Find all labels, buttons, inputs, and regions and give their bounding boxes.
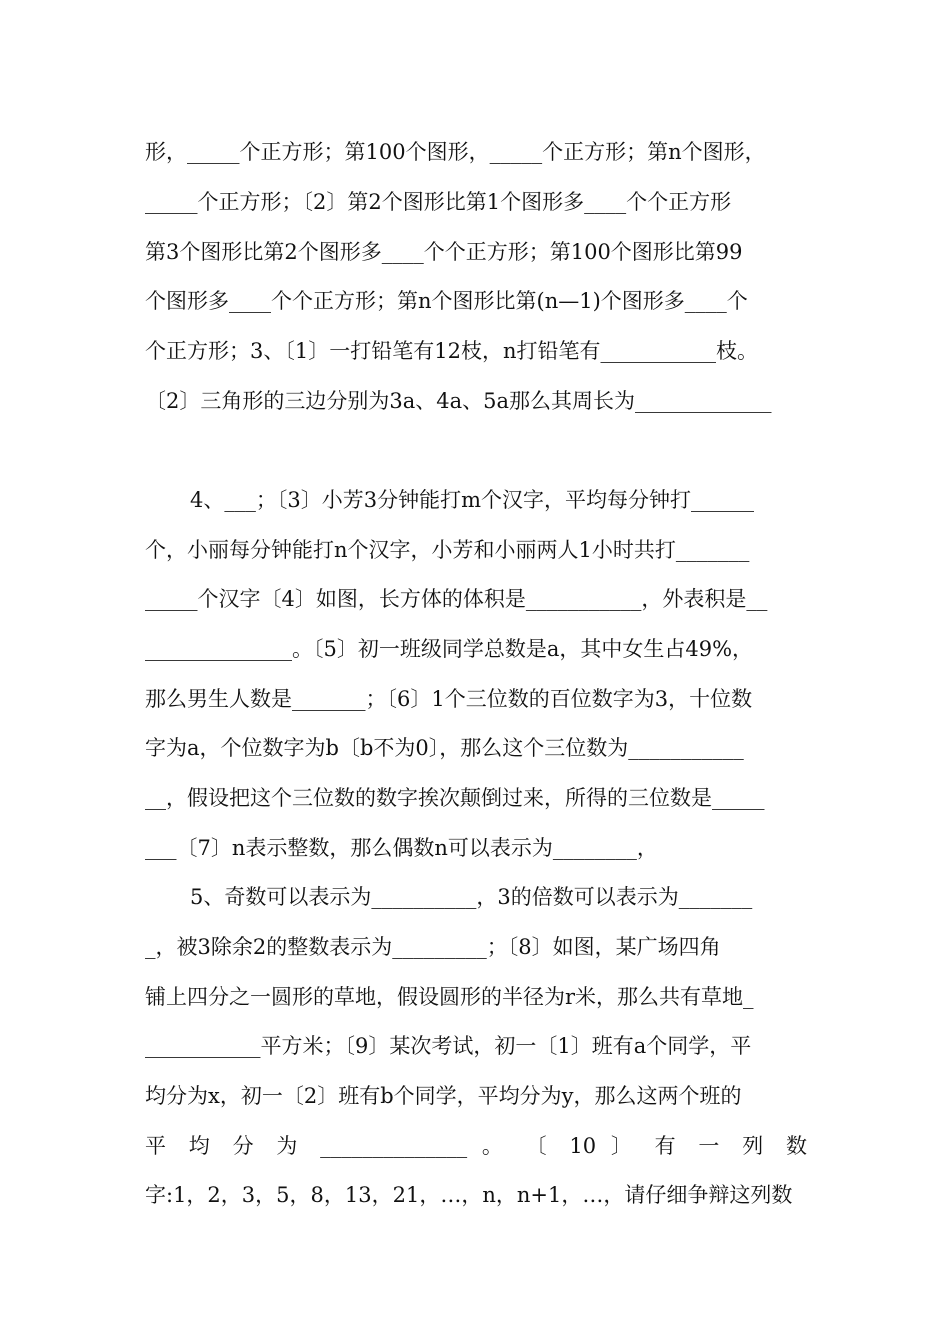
text-line-20: 平 均 分 为 ______________ 。 〔 10 〕 有 一 列 数 bbox=[145, 1134, 807, 1158]
text-line-12: 字为a，个位数字为b〔b不为0〕，那么这个三位数为___________ bbox=[145, 736, 744, 760]
text-line-14: ___〔7〕n表示整数，那么偶数n可以表示为________， bbox=[145, 836, 658, 860]
text-line-7: 4、___；〔3〕小芳3分钟能打m个汉字，平均每分钟打______ bbox=[190, 488, 754, 512]
text-line-16: _，被3除余2的整数表示为_________；〔8〕如图，某广场四角 bbox=[145, 935, 721, 959]
text-line-17: 铺上四分之一圆形的草地，假设圆形的半径为r米，那么共有草地_ bbox=[145, 985, 754, 1009]
text-line-13: __，假设把这个三位数的数字挨次颠倒过来，所得的三位数是_____ bbox=[145, 786, 765, 810]
text-line-19: 均分为x，初一〔2〕班有b个同学，平均分为y，那么这两个班的 bbox=[145, 1084, 742, 1108]
text-line-11: 那么男生人数是_______；〔6〕1个三位数的百位数字为3，十位数 bbox=[145, 687, 753, 711]
text-line-4: 个图形多____个个正方形；第n个图形比第(n—1)个图形多____个 bbox=[145, 289, 748, 313]
text-line-21: 字:1，2，3，5，8，13，21，…，n，n+1，…，请仔细争辩这列数 bbox=[145, 1183, 793, 1207]
text-line-18: ___________平方米；〔9〕某次考试，初一〔1〕班有a个同学，平 bbox=[145, 1034, 752, 1058]
text-line-6: 〔2〕三角形的三边分别为3a、4a、5a那么其周长为_____________ bbox=[145, 389, 772, 413]
text-line-1: 形，_____个正方形；第100个图形，_____个正方形；第n个图形， bbox=[145, 140, 766, 164]
text-line-3: 第3个图形比第2个图形多____个个正方形；第100个图形比第99 bbox=[145, 240, 743, 264]
text-line-15: 5、奇数可以表示为__________，3的倍数可以表示为_______ bbox=[190, 885, 753, 909]
text-line-9: _____个汉字〔4〕如图，长方体的体积是___________，外表积是__ bbox=[145, 587, 768, 611]
text-line-5: 个正方形；3、〔1〕一打铅笔有12枝，n打铅笔有___________枝。 bbox=[145, 339, 758, 363]
text-line-10: ______________。〔5〕初一班级同学总数是a，其中女生占49%， bbox=[145, 637, 754, 661]
text-line-2: _____个正方形；〔2〕第2个图形比第1个图形多____个个正方形 bbox=[145, 190, 732, 214]
text-line-8: 个，小丽每分钟能打n个汉字，小芳和小丽两人1小时共打_______ bbox=[145, 538, 750, 562]
